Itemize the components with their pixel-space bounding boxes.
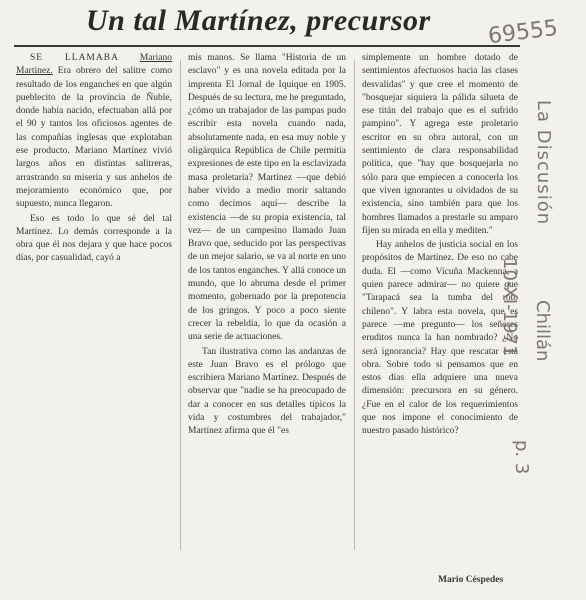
handwritten-city: Chillán	[532, 300, 553, 362]
title-rule	[14, 45, 520, 47]
handwritten-date: 10-XI-1971	[499, 258, 520, 357]
opening-caps: SE LLAMABA	[30, 53, 119, 63]
handwritten-page: p. 3	[511, 440, 532, 475]
handwritten-catalog-code: 69555	[486, 15, 560, 50]
column-divider	[180, 60, 181, 550]
article-column-1	[16, 52, 172, 266]
opening-name: Mariano Martínez.	[16, 53, 172, 77]
paragraph: Eso es todo lo que sé del tal Martínez. Lo demás corresponde a la obra que él nos dejara y que hace pocos días, por casualidad, cayó a	[16, 213, 172, 264]
paragraph: Hay anhelos de justicia social en los propósitos de Martínez. De eso no cabe duda. El —como Vicuña Mackenna, a quien parece admirar— no quiere que "Tarapacá sea la tumba del roto chileno". Y labra esta novela, que es parece —me pregunto— los señores eruditos nunca la han nombrado? ¿No será ignorancia? Hay que rescatar esta obra. Sobre todo si pensamos que en estos días ella adquiere una nueva dimensión: precursora en su género. ¿Fue en el calor de los requerimientos que nos impone el conocimiento de nuestro pasado histórico?	[362, 240, 518, 437]
paragraph: simplemente un hombre dotado de sentimientos afectuosos hacia las clases desvalidas" y que cree el momento de "bosquejar siquiera la pálida silueta de ese titán del trabajo que es el sufrido pampino". Y agrega este proletario escritor en su obra autoral, con un sentimiento de clara responsabilidad política, que "hay que bosquejarla no sólo para que empiecen a conocerla los que viven ignorantes u olvidados de su existencia, sino también para que los hombres llamados a prestarle su amparo fijen su mirada en ella y mediten."	[362, 53, 518, 236]
author-signature: Mario Céspedes	[438, 575, 504, 585]
handwritten-source: La Discusión	[533, 100, 554, 226]
paragraph	[16, 52, 172, 212]
paragraph: Tan ilustrativa como las andanzas de este Juan Bravo es el prólogo que escribiera Mariano Martínez. Después de observar que "nadie se ha preocupado de dar a conocer en sus detalles típicos la vida y costumbres del trabajador," Martínez afirma que él "es	[188, 346, 346, 437]
article-title: Un tal Martínez, precursor	[86, 4, 431, 37]
article-column-2	[188, 52, 346, 439]
column-divider	[354, 60, 355, 550]
paragraph: mis manos. Se llama "Historia de un esclavo" y es una novela editada por la imprenta El Jornal de Iquique en 1905. Después de su lectura, me he preguntado, ¿cómo un trabajador de las pampas pudo escribir esta novela cuando nada, absolutamente nada, en esa muy noble y oligárquica República de Chile permitía expresiones de este tipo en la esclavizada masa proletaria? Martínez —que debió haber vivido a medio morir saltando como decimos aquí— describe la existencia —de su propia existencia, tal vez— de un campesino llamado Juan Bravo que, seducido por las perspectivas de un mejor salario, se va al norte en uno de los tantos enganches. Y allá conoce un mundo, que lo abruma desde el primer momento, gobernado por la prepotencia de los gringos. Y poco a poco siente crecer la rebeldía, lo que da ocasión a una serie de actuaciones.	[188, 53, 346, 343]
article-column-3	[362, 52, 518, 439]
paragraph-text: Era obrero del salitre como resultado de los enganches en que algún pueblecito de la provincia de Ñuble, donde había nacido, efectuaban allá por el 90 y tantos los oficiosos agentes de las compañías inglesas que explotaban ese producto. Mariano Martínez vivió largos años en distintas salitreras, arrastrando su miseria y sus anhelos de mejoramiento económico que, por supuesto, nunca llegaron.	[16, 66, 173, 210]
